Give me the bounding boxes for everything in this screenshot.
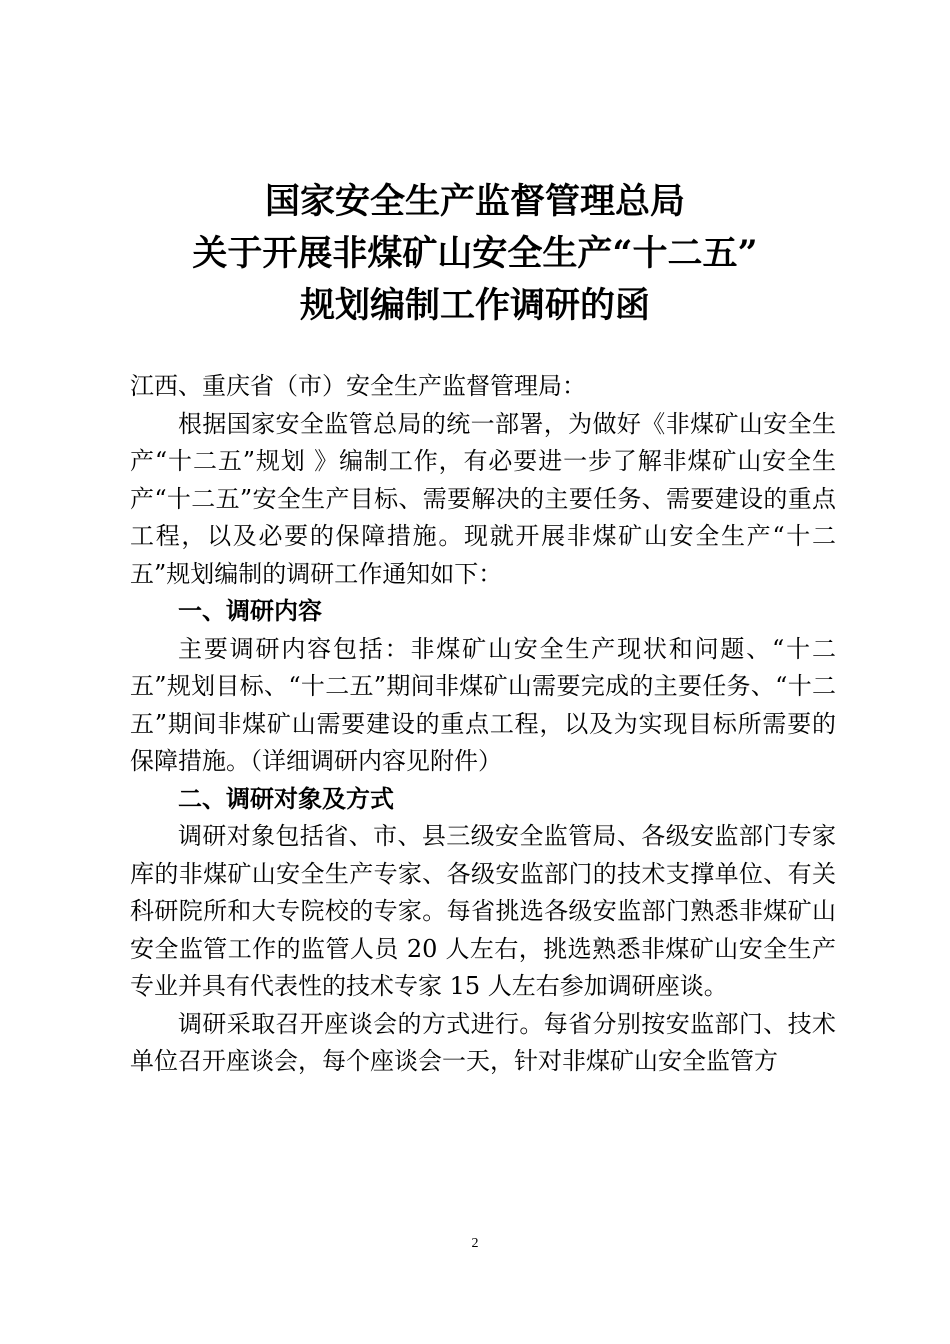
section-heading-content: 一、调研内容 xyxy=(178,597,322,625)
section-content-paragraph: 主要调研内容包括：非煤矿山安全生产现状和问题、“十二五”规划目标、“十二五”期间非煤矿山需要完成的主要任务、“十二五”期间非煤矿山需要建设的重点工程，以及为实现目标所需要的保障措施。（详细调研内容见附件） xyxy=(130,634,836,775)
section-heading-targets: 二、调研对象及方式 xyxy=(178,784,394,813)
title-line-1: 国家安全生产监督管理总局 xyxy=(264,181,685,222)
page-number: 2 xyxy=(471,1236,479,1251)
title-line-3: 规划编制工作调研的函 xyxy=(299,285,650,326)
title-line-2: 关于开展非煤矿山安全生产“十二五” xyxy=(192,233,758,274)
document-body xyxy=(130,368,836,1081)
section-targets-paragraph-1: 调研对象包括省、市、县三级安全监管局、各级安监部门专家库的非煤矿山安全生产专家、各级安监部门的技术支撑单位、有关科研院所和大专院校的专家。每省挑选各级安监部门熟悉非煤矿山安全监管工作的监管人员 20 人左右，挑选熟悉非煤矿山安全生产专业并具有代表性的技术专家 15 人左右参加调研座谈。 xyxy=(130,822,836,1000)
section-targets-paragraph-2: 调研采取召开座谈会的方式进行。每省分别按安监部门、技术单位召开座谈会，每个座谈会一天，针对非煤矿山安全监管方 xyxy=(130,1009,836,1075)
intro-paragraph: 根据国家安全监管总局的统一部署，为做好《非煤矿山安全生产“十二五”规划 》编制工作，有必要进一步了解非煤矿山安全生产“十二五”安全生产目标、需要解决的主要任务、需要建设的重点工程，以及必要的保障措施。现就开展非煤矿山安全生产“十二五”规划编制的调研工作通知如下： xyxy=(130,409,836,588)
document-title xyxy=(0,176,950,332)
salutation: 江西、重庆省（市）安全生产监督管理局： xyxy=(130,372,586,400)
